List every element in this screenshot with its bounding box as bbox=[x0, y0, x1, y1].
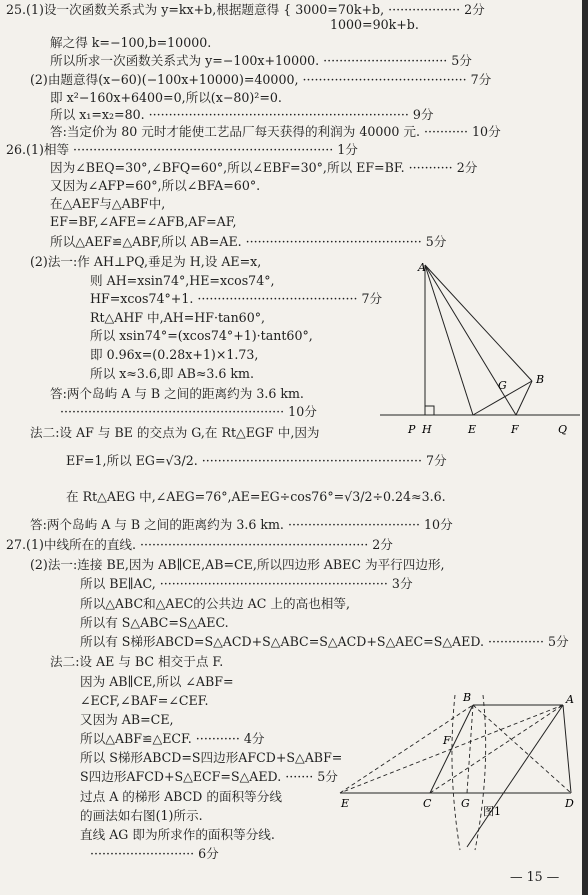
geometry-figure-islands bbox=[380, 255, 580, 440]
fig2-label: A bbox=[566, 693, 574, 706]
text-line: 所以 x≈3.6,即 AB≈3.6 km. bbox=[90, 366, 254, 381]
text-line: 即 x²−160x+6400=0,所以(x−80)²=0. bbox=[50, 90, 282, 105]
text-line: 又因为 AB=CE, bbox=[80, 712, 174, 727]
text-line: 所以△ABC和△AEC的公共边 AC 上的高也相等, bbox=[80, 596, 350, 611]
text-line: 答:两个岛屿 A 与 B 之间的距离约为 3.6 km. ································· 10分 bbox=[30, 517, 453, 532]
text-line: 所以所求一次函数关系式为 y=−100x+10000. ······························· 5分 bbox=[50, 53, 472, 68]
text-line: ·························· 6分 bbox=[90, 846, 219, 861]
text-line: 所以有 S△ABC=S△AEC. bbox=[80, 615, 229, 630]
text-line: Rt△AHF 中,AH=HF·tan60°, bbox=[90, 310, 266, 325]
fig1-label: Q bbox=[558, 423, 568, 436]
text-line: 则 AH=xsin74°,HE=xcos74°, bbox=[90, 273, 275, 288]
text-line: 的画法如右图(1)所示. bbox=[80, 808, 203, 823]
fig1-label: E bbox=[468, 423, 477, 436]
text-line: ∠ECF,∠BAF=∠CEF. bbox=[80, 693, 209, 708]
text-line: (2)法一:作 AH⊥PQ,垂足为 H,设 AE=x, bbox=[30, 254, 262, 269]
text-line: 所以△AEF≌△ABF,所以 AB=AE. ············································ 5分 bbox=[50, 234, 447, 249]
fig1-label: H bbox=[422, 423, 432, 436]
fig1-label: G bbox=[498, 379, 507, 392]
text-line: (2)法一:连接 BE,因为 AB∥CE,AB=CE,所以四边形 ABEC 为平行四边形, bbox=[30, 557, 445, 572]
text-line: 直线 AG 即为所求作的面积等分线. bbox=[80, 827, 275, 842]
text-line: 所以 xsin74°=(xcos74°+1)·tant60°, bbox=[90, 328, 313, 343]
text-line: 所以△ABF≌△ECF. ··········· 4分 bbox=[80, 731, 265, 746]
text-line: 即 0.96x=(0.28x+1)×1.73, bbox=[90, 347, 259, 362]
text-line: 1000=90k+b. bbox=[330, 17, 419, 32]
text-line: 因为 AB∥CE,所以 ∠ABF= bbox=[80, 674, 234, 689]
fig1-label: F bbox=[511, 423, 519, 436]
text-line: 在△AEF与△ABF中, bbox=[50, 196, 166, 211]
fig2-label: F bbox=[443, 734, 451, 747]
geometry-figure-trapezoid bbox=[335, 685, 580, 860]
text-line: 法二:设 AF 与 BE 的交点为 G,在 Rt△EGF 中,因为 bbox=[30, 425, 320, 440]
fig2-label: D bbox=[565, 797, 574, 810]
text-line: S四边形AFCD+S△ECF=S△AED. ······· 5分 bbox=[80, 769, 338, 784]
text-line: HF=xcos74°+1. ········································ 7分 bbox=[90, 291, 383, 306]
text-line: (2)由题意得(x−60)(−100x+10000)=40000, ········································· 7分 bbox=[30, 72, 492, 87]
text-line: EF=1,所以 EG=√3/2. ······················································· 7分 bbox=[66, 453, 447, 468]
fig2-label: C bbox=[423, 797, 432, 810]
text-line: 27.(1)中线所在的直线. ························································· 2分 bbox=[6, 537, 393, 552]
text-line: 所以有 S梯形ABCD=S△ACD+S△ABC=S△ACD+S△AEC=S△AED. ·············· 5分 bbox=[80, 634, 569, 649]
text-line: 所以 S梯形ABCD=S四边形AFCD+S△ABF= bbox=[80, 750, 343, 765]
text-line: 25.(1)设一次函数关系式为 y=kx+b,根据题意得 { 3000=70k+b, ·················· 2分 bbox=[6, 2, 485, 17]
text-line: 过点 A 的梯形 ABCD 的面积等分线 bbox=[80, 789, 282, 804]
text-line: 因为∠BEQ=30°,∠BFQ=60°,所以∠EBF=30°,所以 EF=BF. ··········· 2分 bbox=[50, 160, 478, 175]
text-line: EF=BF,∠AFE=∠AFB,AF=AF, bbox=[50, 214, 237, 229]
text-line: 所以 x₁=x₂=80. ································································· 9分 bbox=[50, 107, 434, 122]
text-line: 答:当定价为 80 元时才能使工艺品厂每天获得的利润为 40000 元. ··········· 10分 bbox=[50, 124, 501, 139]
page-edge bbox=[582, 0, 588, 895]
text-line: 所以 BE∥AC, ························································· 3分 bbox=[80, 576, 413, 591]
text-line: 答:两个岛屿 A 与 B 之间的距离约为 3.6 km. bbox=[50, 386, 304, 401]
text-line: 又因为∠AFP=60°,所以∠BFA=60°. bbox=[50, 178, 261, 193]
text-line: 26.(1)相等 ································································· 1分 bbox=[6, 142, 358, 157]
fig1-label: P bbox=[408, 423, 416, 436]
text-line: 法二:设 AE 与 BC 相交于点 F. bbox=[50, 654, 224, 669]
fig2-label: G bbox=[461, 797, 470, 810]
text-line: ························································ 10分 bbox=[60, 404, 317, 419]
page-number: — 15 — bbox=[510, 869, 560, 884]
fig2-label: E bbox=[341, 797, 350, 810]
fig2-caption: 图1 bbox=[483, 805, 501, 818]
text-line: 解之得 k=−100,b=10000. bbox=[50, 35, 212, 50]
fig1-label: B bbox=[536, 373, 545, 386]
fig1-label: A bbox=[418, 261, 426, 274]
fig2-label: B bbox=[463, 691, 472, 704]
text-line: 在 Rt△AEG 中,∠AEG=76°,AE=EG÷cos76°=√3/2÷0.24≈3.6. bbox=[66, 489, 446, 504]
